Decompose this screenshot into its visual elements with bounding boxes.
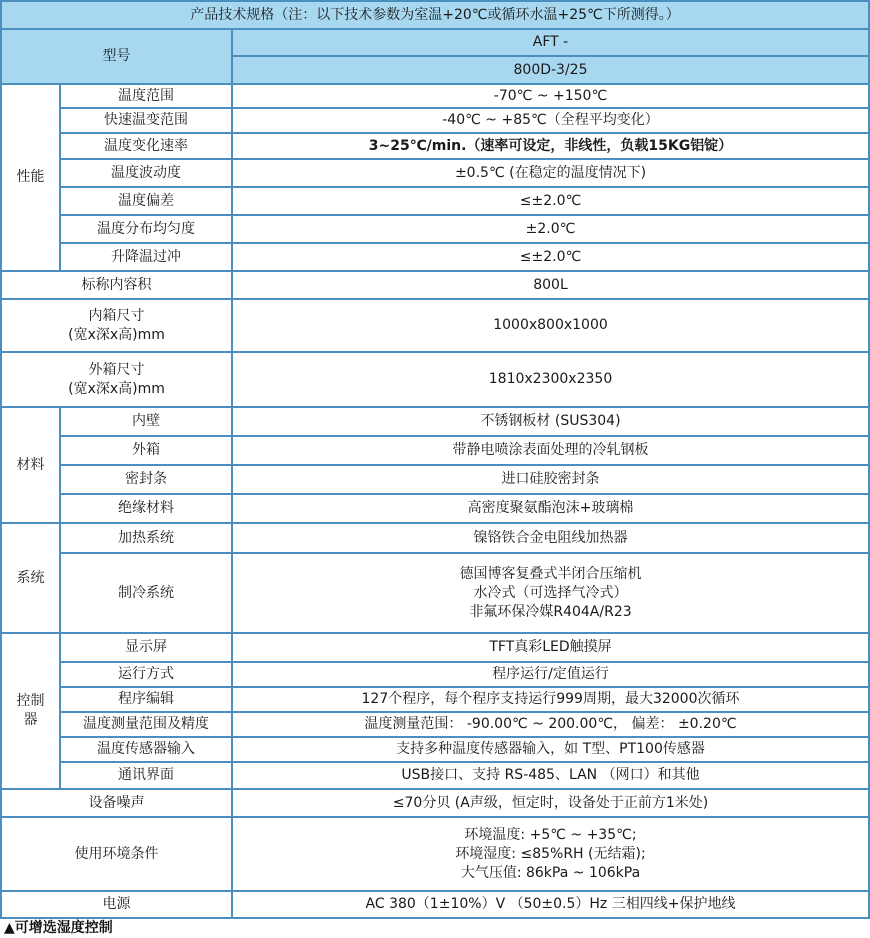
spec-label: 制冷系统 <box>60 553 232 633</box>
value-line: 环境温度: +5℃ ~ +35℃; <box>464 826 637 843</box>
category-system: 系统 <box>1 523 60 633</box>
spec-label: 温度分布均匀度 <box>60 215 232 243</box>
spec-value: -40℃ ~ +85℃（全程平均变化） <box>232 108 869 133</box>
spec-label: 内壁 <box>60 407 232 436</box>
spec-label: 绝缘材料 <box>60 494 232 523</box>
spec-value: 程序运行/定值运行 <box>232 662 869 687</box>
value-line: 环境湿度: ≤85%RH (无结霜); <box>455 845 646 862</box>
spec-label: 加热系统 <box>60 523 232 553</box>
category-material: 材料 <box>1 407 60 523</box>
environment-value <box>232 817 869 891</box>
spec-value: 不锈钢板材 (SUS304) <box>232 407 869 436</box>
model-value-line1: AFT - <box>232 29 869 56</box>
category-controller <box>1 633 60 789</box>
spec-label: 温度偏差 <box>60 187 232 215</box>
spec-value: AC 380（1±10%）V （50±0.5）Hz 三相四线+保护地线 <box>232 891 869 918</box>
outer-size-label <box>1 352 232 407</box>
spec-value: ≤±2.0℃ <box>232 243 869 271</box>
spec-label: 升降温过冲 <box>60 243 232 271</box>
label-line: (宽x深x高)mm <box>68 326 165 343</box>
spec-value: 进口硅胶密封条 <box>232 465 869 494</box>
value-line: 非氟环保冷媒R404A/R23 <box>469 603 632 620</box>
spec-label: 温度变化速率 <box>60 133 232 159</box>
spec-label: 密封条 <box>60 465 232 494</box>
spec-value: ≤70分贝 (A声级，恒定时，设备处于正前方1米处) <box>232 789 869 817</box>
spec-value: 高密度聚氨酯泡沫+玻璃棉 <box>232 494 869 523</box>
inner-size-label <box>1 299 232 352</box>
spec-value: 带静电喷涂表面处理的冷轧钢板 <box>232 436 869 465</box>
spec-value: -70℃ ~ +150℃ <box>232 84 869 108</box>
spec-value: TFT真彩LED触摸屏 <box>232 633 869 662</box>
label-line: 内箱尺寸 <box>88 307 145 324</box>
spec-value: 1000x800x1000 <box>232 299 869 352</box>
spec-label: 显示屏 <box>60 633 232 662</box>
spec-label: 温度范围 <box>60 84 232 108</box>
value-line: 水冷式（可选择气冷式） <box>473 584 628 601</box>
spec-value: ±0.5℃ (在稳定的温度情况下) <box>232 159 869 187</box>
spec-value: 温度测量范围： -90.00℃ ~ 200.00℃， 偏差： ±0.20℃ <box>232 712 869 737</box>
label-line: 外箱尺寸 <box>88 361 145 378</box>
spec-value: ≤±2.0℃ <box>232 187 869 215</box>
spec-label: 温度测量范围及精度 <box>60 712 232 737</box>
spec-label: 温度传感器输入 <box>60 737 232 762</box>
spec-label: 运行方式 <box>60 662 232 687</box>
value-line: 大气压值: 86kPa ~ 106kPa <box>460 864 641 881</box>
spec-label: 设备噪声 <box>1 789 232 817</box>
footnote: ▲可增选湿度控制 <box>4 920 113 936</box>
spec-label: 通讯界面 <box>60 762 232 789</box>
category-performance: 性能 <box>1 84 60 271</box>
spec-label: 快速温变范围 <box>60 108 232 133</box>
label-line: (宽x深x高)mm <box>68 380 165 397</box>
spec-label: 程序编辑 <box>60 687 232 712</box>
category-line: 控制 <box>16 693 45 709</box>
spec-value: USB接口、支持 RS-485、LAN （网口）和其他 <box>232 762 869 789</box>
table-header: 产品技术规格（注：以下技术参数为室温+20℃或循环水温+25℃下所测得。） <box>1 1 869 29</box>
spec-value: 3~25℃/min.（速率可设定，非线性，负载15KG铝锭） <box>232 133 869 159</box>
spec-label: 电源 <box>1 891 232 918</box>
spec-value: 支持多种温度传感器输入，如 T型、PT100传感器 <box>232 737 869 762</box>
spec-value: 800L <box>232 271 869 299</box>
spec-label: 温度波动度 <box>60 159 232 187</box>
spec-label: 标称内容积 <box>1 271 232 299</box>
category-line: 器 <box>23 712 38 728</box>
value-line: 德国博客复叠式半闭合压缩机 <box>459 565 642 582</box>
spec-value: 镍铬铁合金电阻线加热器 <box>232 523 869 553</box>
model-label: 型号 <box>1 29 232 84</box>
spec-value: 127个程序，每个程序支持运行999周期，最大32000次循环 <box>232 687 869 712</box>
model-value-line2: 800D-3/25 <box>232 56 869 84</box>
spec-label: 使用环境条件 <box>1 817 232 891</box>
cooling-value <box>232 553 869 633</box>
spec-value: ±2.0℃ <box>232 215 869 243</box>
spec-value: 1810x2300x2350 <box>232 352 869 407</box>
spec-label: 外箱 <box>60 436 232 465</box>
